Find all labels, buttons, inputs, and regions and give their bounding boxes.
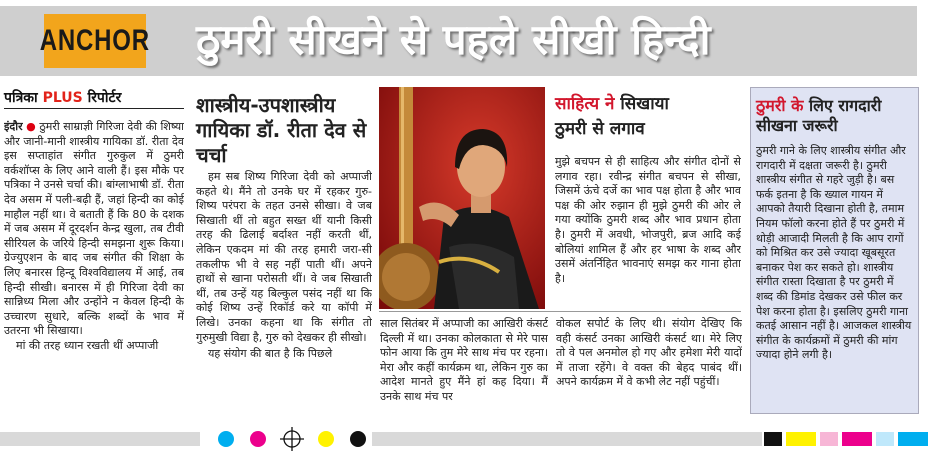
sidebar-title <box>756 96 916 136</box>
headline: ठुमरी सीखने से पहले सीखी हिन्दी <box>196 15 711 64</box>
column-4-para-1: मुझे बचपन से ही साहित्य और संगीत दोनों से लगाव रहा। रवीन्द्र संगीत बचपन से सीखा, जिसमें ऊंचे दर्जे का भाव पक्ष होता है और भाव पक्ष की ओर रुझान ही मुझे ठुमरी की ओर ले गया क्योंकि ठुमरी शब्द और भाव प्रधान होता है। ठुमरी में अवधी, भोजपुरी, ब्रज आदि कई बोलियां शामिल हैं और हर भाषा के शब्द और उसमें अंतर्निहित भावनाएं समझ कर गाना होता है। <box>555 155 741 285</box>
black-dot-icon <box>350 431 366 447</box>
column-1-para-2: मां की तरह ध्यान रखती थीं अप्पाजी <box>16 338 159 352</box>
column-2-para-2: यह संयोग की बात है कि पिछले <box>208 347 333 361</box>
column-4-box-text <box>555 155 741 305</box>
section-tag-label: ANCHOR <box>39 24 151 57</box>
subhead: शास्त्रीय-उपशास्त्रीय गायिका डॉ. रीता देव से चर्चा <box>196 93 367 167</box>
column-4-para-2: वोकल सपोर्ट के लिए थी। संयोग देखिए कि वही कंसर्ट उनका आखिरी कंसर्ट था। मेरे लिए तो वे पल अनमोल हो गए और हमेशा मेरी यादों में ताजा रहेंगे। वे वक्त की बेहद पाबंद थीं। अपने कार्यक्रम में वे कभी लेट नहीं पहुंचीं। <box>556 317 742 389</box>
sidebar-title-line-2: सीखना जरूरी <box>756 116 838 135</box>
bullet-dot-icon: ● <box>26 120 36 133</box>
sidebar-para-1: ठुमरी गाने के लिए शास्त्रीय संगीत और रागदारी में दक्षता जरूरी है। ठुमरी शास्त्रीय संगीत से गहरे जुड़ी है। बस फर्क इतना है कि ख्याल गायन में आपको तैयारी दिखाना होती है, तमाम नियम फॉलो करना होते हैं पर ठुमरी में थोड़ी आजादी मिलती है कि आप रागों को मिश्रित कर उसे ज्यादा खूबसूरत बनाकर पेश कर सकते हो। शास्त्रीय संगीत रास्ता दिखाता है पर ठुमरी में शब्द की डिमांड देखकर उसे फील कर पेश करना होता है। इसलिए ठुमरी गाना कतई आसान नहीं है। आजकल शास्त्रीय संगीत के कार्यक्रमों में ठुमरी की मांग ज्यादा होने लगी है। <box>756 144 912 362</box>
column-2 <box>196 170 372 418</box>
sidebar-text <box>756 144 914 410</box>
byline-reporter: रिपोर्टर <box>87 90 122 106</box>
dateline: इंदौर <box>4 120 23 133</box>
cyan-dot-icon <box>218 431 234 447</box>
singer-photo-art <box>379 87 545 309</box>
column-2-para-1: हम सब शिष्य गिरिजा देवी को अप्पाजी कहते थे। मैंने तो उनके घर में रहकर गुरु-शिष्य परंपरा के तहत उनसे सीखा। वे जब सिखाती थीं तो बहुत सख्त थीं यानी किसी तरह की ढिलाई बर्दाश्त नहीं करती थीं, लेकिन एकदम मां की तरह हमारी जरा-सी तकलीफ भी वे सह नहीं पाती थीं। अपने हाथों से खाना परोसती थीं। वे जब सिखाती थीं, तब उन्हें यह बिल्कुल पसंद नहीं था कि कोई शिष्य उन्हें रिकॉर्ड करे या कॉपी में लिखे। उनका कहना था कि संगीत तो गुरुमुखी विद्या है, गुरु को देखकर ही सीखो। <box>196 170 372 344</box>
column-4 <box>556 317 742 417</box>
byline-brand: पत्रिका <box>4 90 38 106</box>
sidebar-title-line-1 <box>756 96 916 116</box>
literature-box-title-line-1 <box>555 91 739 114</box>
literature-box-title-red: साहित्य ने <box>555 94 615 114</box>
byline-rule <box>4 108 184 109</box>
byline-plus: PLUS <box>42 90 83 106</box>
literature-box-title <box>555 91 739 151</box>
registration-mark-icon <box>280 427 304 451</box>
column-3-para-1: साल सितंबर में अप्पाजी का आखिरी कंसर्ट दिल्ली में था। उनका कोलकाता से मेरे पास फोन आया कि तुम मेरे साथ मंच पर रहना। मेरा और कहीं कार्यक्रम था, लेकिन गुरु का आदेश मानते हुए मैंने हां कह दिया। मैं उनके साथ मंच पर <box>380 317 548 403</box>
printer-color-bar <box>0 424 931 454</box>
byline <box>4 88 121 107</box>
yellow-dot-icon <box>318 431 334 447</box>
literature-box-title-rest: सिखाया <box>620 94 669 114</box>
column-1 <box>4 120 184 420</box>
column-1-para-1 <box>4 120 184 339</box>
singer-photo <box>379 87 545 309</box>
column-3 <box>380 317 548 417</box>
column-1-text: ठुमरी साम्राज्ञी गिरिजा देवी की शिष्या और जानी-मानी शास्त्रीय गायिका डॉ. रीता देव इस सप्ताहांत संगीत गुरुकुल में ठुमरी वर्कशॉप्स के लिए आने वाली हैं। इस मौके पर पत्रिका ने उनसे चर्चा की। बांग्लाभाषी डॉ. रीता देव असम में पली-बढ़ी हैं, जहां हिन्दी का कोई माहौल नहीं था। वे बताती हैं कि 80 के दशक में जब असम में दूरदर्शन केन्द्र खुला, तब टीवी सीरियल के जरिये हिन्दी समझना शुरू किया। ग्रेज्युएशन के बाद जब संगीत की शिक्षा के लिए बनारस हिन्दू विश्वविद्यालय में आई, तब हिन्दी सीखी। बनारस में ही गिरिजा देवी का सान्निध्य मिला और उन्होंने न केवल हिन्दी के उच्चारण सुधारे, बल्कि शब्दों के भाव में उतरना भी सिखाया। <box>4 120 184 338</box>
literature-box-title-line-2: ठुमरी से लगाव <box>555 119 645 139</box>
magenta-dot-icon <box>250 431 266 447</box>
photo-rule <box>379 311 741 312</box>
section-tag <box>39 14 151 68</box>
sidebar-title-rest: लिए रागदारी <box>809 96 882 115</box>
sidebar-title-red: ठुमरी के <box>756 96 804 115</box>
